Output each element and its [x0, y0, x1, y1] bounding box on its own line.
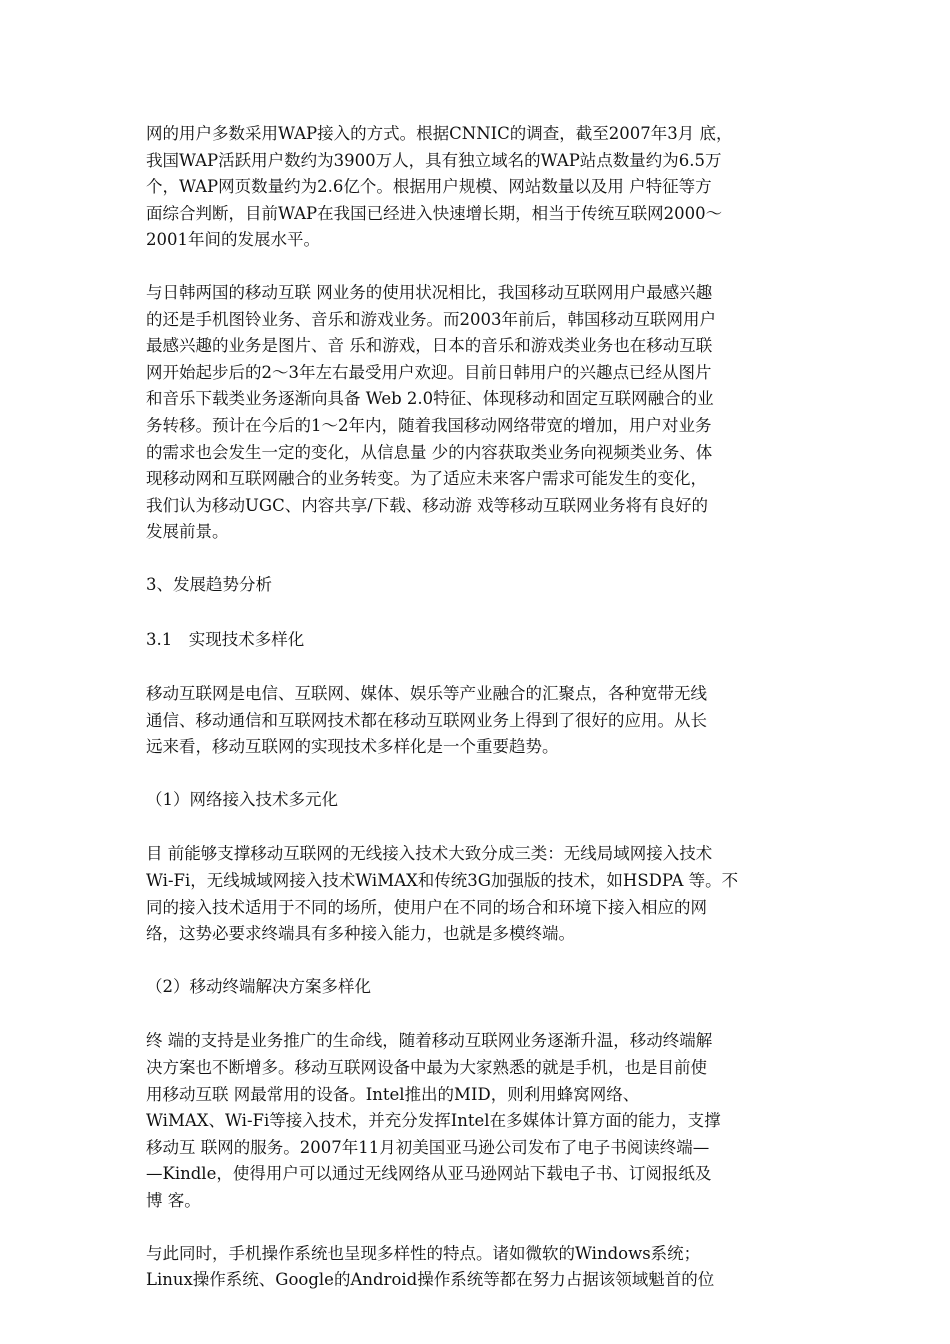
- text-line: 用移动互联 网最常用的设备。Intel推出的MID，则利用蜂窝网络、: [146, 1084, 640, 1104]
- text-line: 决方案也不断增多。移动互联网设备中最为大家熟悉的就是手机，也是目前使: [146, 1058, 707, 1078]
- text-line: 面综合判断，目前WAP在我国已经进入快速增长期，相当于传统互联网2000～: [146, 203, 723, 223]
- paragraph-mobile-os: [146, 1241, 806, 1294]
- text-line: 网的用户多数采用WAP接入的方式。根据CNNIC的调查，截至2007年3月 底，: [146, 124, 733, 143]
- text-line: 发展前景。: [146, 522, 229, 542]
- paragraph-network-access: [146, 841, 806, 947]
- text-line: Wi-Fi，无线城域网接入技术WiMAX和传统3G加强版的技术，如HSDPA 等。不: [146, 871, 739, 891]
- text-line: 同的接入技术适用于不同的场所，使用户在不同的场合和环境下接入相应的网: [146, 897, 707, 917]
- text-line: 与日韩两国的移动互联 网业务的使用状况相比，我国移动互联网用户最感兴趣: [146, 282, 713, 302]
- paragraph-japan-korea-comparison: [146, 280, 806, 546]
- text-line: 通信、移动通信和互联网技术都在移动互联网业务上得到了很好的应用。从长: [146, 710, 707, 730]
- text-line: 目 前能够支撑移动互联网的无线接入技术大致分成三类：无线局域网接入技术: [146, 844, 713, 864]
- text-line: 的还是手机图铃业务、音乐和游戏业务。而2003年前后，韩国移动互联网用户: [146, 309, 716, 329]
- text-line: 我国WAP活跃用户数约为3900万人，具有独立域名的WAP站点数量约为6.5万: [146, 150, 722, 170]
- text-line: 2001年间的发展水平。: [146, 230, 320, 250]
- section-heading-3: 3、发展趋势分析: [146, 574, 272, 594]
- text-line: 络，这势必要求终端具有多种接入能力，也就是多模终端。: [146, 924, 575, 944]
- text-line: 和音乐下载类业务逐渐向具备 Web 2.0特征、体现移动和固定互联网融合的业: [146, 389, 714, 409]
- text-line: 我们认为移动UGC、内容共享/下载、移动游 戏等移动互联网业务将有良好的: [146, 495, 709, 515]
- subheading-network-access: （1）网络接入技术多元化: [146, 789, 338, 809]
- text-line: 远来看，移动互联网的实现技术多样化是一个重要趋势。: [146, 737, 559, 757]
- section-heading-3-1: 3.1 实现技术多样化: [146, 629, 305, 649]
- subheading-terminal-solutions: （2）移动终端解决方案多样化: [146, 976, 371, 996]
- paragraph-tech-diversity: [146, 681, 806, 761]
- text-line: 的需求也会发生一定的变化，从信息量 少的内容获取类业务向视频类业务、体: [146, 442, 713, 462]
- text-line: 博 客。: [146, 1191, 201, 1210]
- text-line: 个，WAP网页数量约为2.6亿个。根据用户规模、网站数量以及用 户特征等方: [146, 177, 712, 197]
- paragraph-wap-users: [146, 121, 806, 254]
- text-line: 现移动网和互联网融合的业务转变。为了适应未来客户需求可能发生的变化，: [146, 469, 707, 489]
- text-line: 移动互 联网的服务。2007年11月初美国亚马逊公司发布了电子书阅读终端—: [146, 1137, 710, 1157]
- text-line: —Kindle，使得用户可以通过无线网络从亚马逊网站下载电子书、订阅报纸及: [146, 1164, 712, 1184]
- text-line: 终 端的支持是业务推广的生命线，随着移动互联网业务逐渐升温，移动终端解: [146, 1031, 713, 1051]
- document-page: [146, 121, 806, 1320]
- text-line: 与此同时，手机操作系统也呈现多样性的特点。诸如微软的Windows系统；: [146, 1243, 701, 1263]
- text-line: 最感兴趣的业务是图片、音 乐和游戏，日本的音乐和游戏类业务也在移动互联: [146, 336, 713, 356]
- text-line: WiMAX、Wi-Fi等接入技术，并充分发挥Intel在多媒体计算方面的能力，支撑: [146, 1111, 721, 1131]
- text-line: 网开始起步后的2～3年左右最受用户欢迎。目前日韩用户的兴趣点已经从图片: [146, 362, 712, 382]
- text-line: 务转移。预计在今后的1～2年内，随着我国移动网络带宽的增加，用户对业务: [146, 415, 712, 435]
- paragraph-terminal-solutions: [146, 1028, 806, 1214]
- text-line: Linux操作系统、Google的Android操作系统等都在努力占据该领域魁首的位: [146, 1270, 715, 1290]
- text-line: 移动互联网是电信、互联网、媒体、娱乐等产业融合的汇聚点，各种宽带无线: [146, 684, 707, 704]
